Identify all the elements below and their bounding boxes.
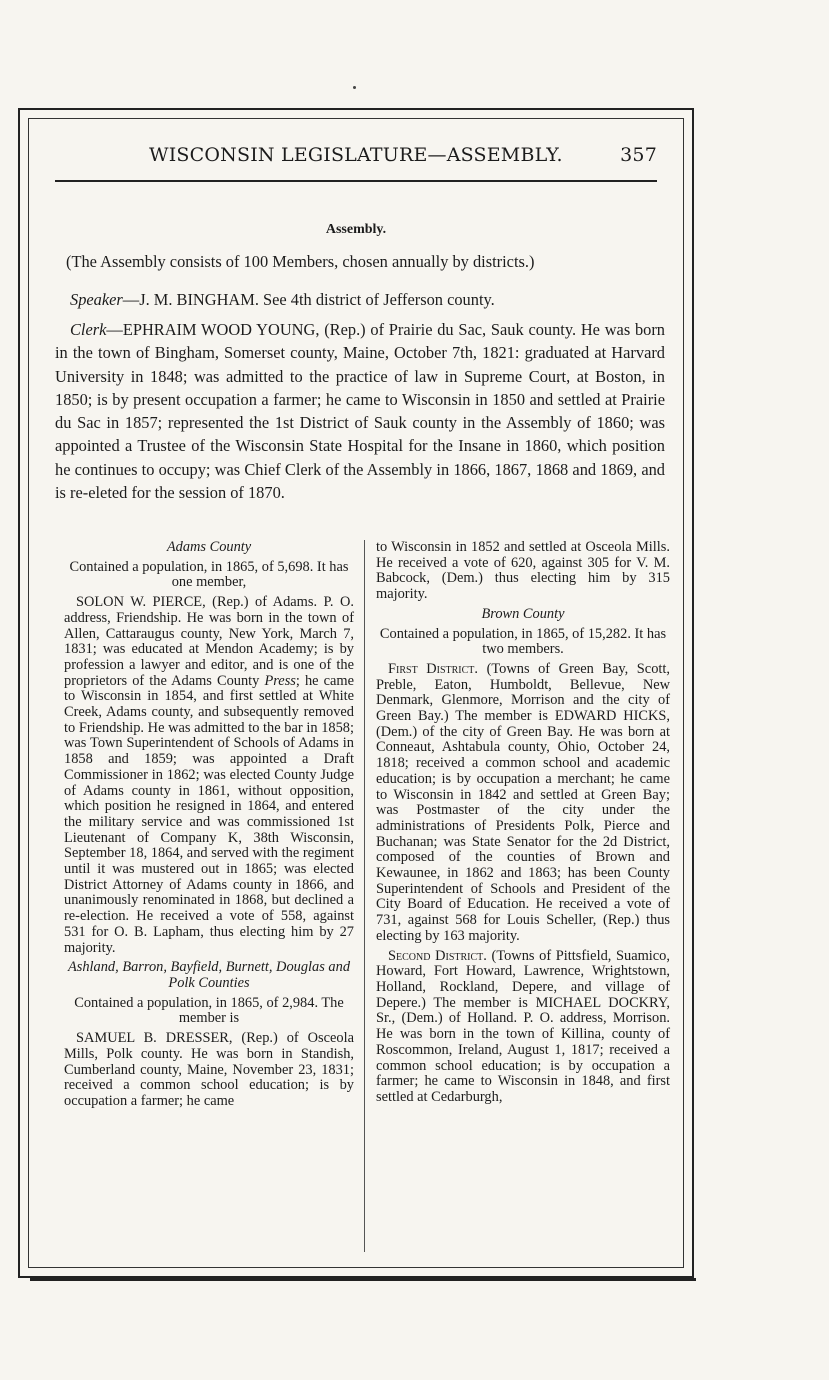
adams-population: Contained a population, in 1865, of 5,698. It has one member, <box>69 558 349 591</box>
adams-county-heading: Adams County <box>166 539 252 555</box>
header-rule <box>55 180 657 182</box>
clerk-paragraph <box>55 318 665 504</box>
brown-county-heading: Brown County <box>481 605 565 622</box>
pierce-text-rest: ; he came to Wisconsin in 1854, and first settled at White Creek, Adams county, and subsequently removed to Friendship. He was admitted to the bar in 1858; was Town Superintendent of Schools of Adams in 1858 and 1859; was appointed a Draft Commissioner in 1862; was elected County Judge of Adams county in 1861, without opposition, which position he resigned in 1864, and entered the military service and was commissioned 1st Lieutenant of Company K, 38th Wisconsin, September 18, 1864, and served with the regiment until it was mustered out in 1865; was elected District Attorney of Adams county in 1866, and unanimously renominated in 1868, but declined a re-election. He received a vote of 558, against 531 for O. B. Lapham, thus electing him by 27 majority. <box>64 672 354 956</box>
press-italic: Press <box>264 672 296 689</box>
assembly-note: (The Assembly consists of 100 Members, chosen annually by districts.) <box>66 252 535 271</box>
left-column <box>64 540 354 1114</box>
first-district-paragraph <box>376 662 670 945</box>
stray-dot <box>353 86 356 89</box>
speaker-text: —J. M. BINGHAM. See 4th district of Jefferson county. <box>122 290 495 309</box>
ashland-counties-heading: Ashland, Barron, Bayfield, Burnett, Douglas and Polk Counties <box>67 959 351 991</box>
clerk-label: Clerk <box>70 320 107 339</box>
first-district-label: First District. <box>388 660 479 677</box>
dresser-biography: SAMUEL B. DRESSER, (Rep.) of Osceola Mills, Polk county. He was born in Standish, Cumberland county, Maine, November 23, 1831; received a common school education; is by occupation a farmer; he came <box>64 1030 354 1109</box>
running-head-title: WISCONSIN LEGISLATURE—ASSEMBLY. <box>149 144 563 166</box>
right-column <box>376 540 670 1110</box>
first-district-text: (Towns of Green Bay, Scott, Preble, Eaton, Humboldt, Bellevue, New Denmark, Glenmore, Morrison and the city of Green Bay.) The member is EDWARD HICKS, (Dem.) of the city of Green Bay. He was born at Conneaut, Ashtabula county, Ohio, October 24, 1818; received a common school and academic education; is by occupation a merchant; he came to Wisconsin in 1842 and settled at Green Bay; was Postmaster of the city under the administrations of Presidents Polk, Pierce and Buchanan; was State Senator for the 2d District, composed of the counties of Brown and Kewaunee, in 1862 and 1863; has been County Superintendent of Schools and President of the City Board of Education. He received a vote of 731, against 568 for Louis Scheller, (Rep.) thus electing by 163 majority. <box>376 660 670 944</box>
page-frame-shadow <box>30 1278 696 1281</box>
speaker-label: Speaker <box>70 290 123 309</box>
page-number: 357 <box>620 144 657 166</box>
speaker-paragraph <box>70 288 670 311</box>
section-heading: Assembly. <box>325 222 387 237</box>
clerk-text: —EPHRAIM WOOD YOUNG, (Rep.) of Prairie du Sac, Sauk county. He was born in the town of Bingham, Somerset county, Maine, October 7th, 1821: graduated at Harvard University in 1848; was admitted to the practice of law in Supreme Court, at Boston, in 1850; is by present occupation a farmer; he came to Wisconsin in 1850 and settled at Prairie du Sac in 1857; represented the 1st District of Sauk county in the Assembly of 1860; was appointed a Trustee of the Wisconsin State Hospital for the Insane in 1860, which position he continues to occupy; was Chief Clerk of the Assembly in 1866, 1867, 1868 and 1869, and is re-eleted for the session of 1870. <box>55 320 665 503</box>
pierce-text: SOLON W. PIERCE, (Rep.) of Adams. P. O. address, Friendship. He was born in the town of Allen, Cattaraugus county, New York, March 7, 1831; was educated at Mendon Academy; is by profession a lawyer and editor, and is one of the proprietors of the Adams County <box>64 594 354 689</box>
column-divider <box>364 540 365 1252</box>
ashland-population: Contained a population, in 1865, of 2,984. The member is <box>74 994 344 1027</box>
second-district-text: (Towns of Pittsfield, Suamico, Howard, Fort Howard, Lawrence, Wrightstown, Holland, Rockland, Depere, and village of Depere.) The member is MICHAEL DOCKRY, Sr., (Dem.) of Holland. P. O. address, Morrison. He was born in the town of Killina, county of Roscommon, Ireland, August 1, 1817; received a common school education; is by occupation a farmer; he came to Wisconsin in 1848, and first settled at Cedarburgh, <box>376 947 670 1105</box>
running-head <box>55 140 657 170</box>
pierce-biography <box>64 595 354 956</box>
second-district-label: Second District. <box>388 947 487 964</box>
second-district-paragraph <box>376 949 670 1106</box>
dresser-biography-continued: to Wisconsin in 1852 and settled at Osceola Mills. He received a vote of 620, against 305 for V. M. Babcock, (Dem.) thus electing him by 315 majority. <box>376 539 670 603</box>
brown-population: Contained a population, in 1865, of 15,282. It has two members. <box>379 625 667 658</box>
